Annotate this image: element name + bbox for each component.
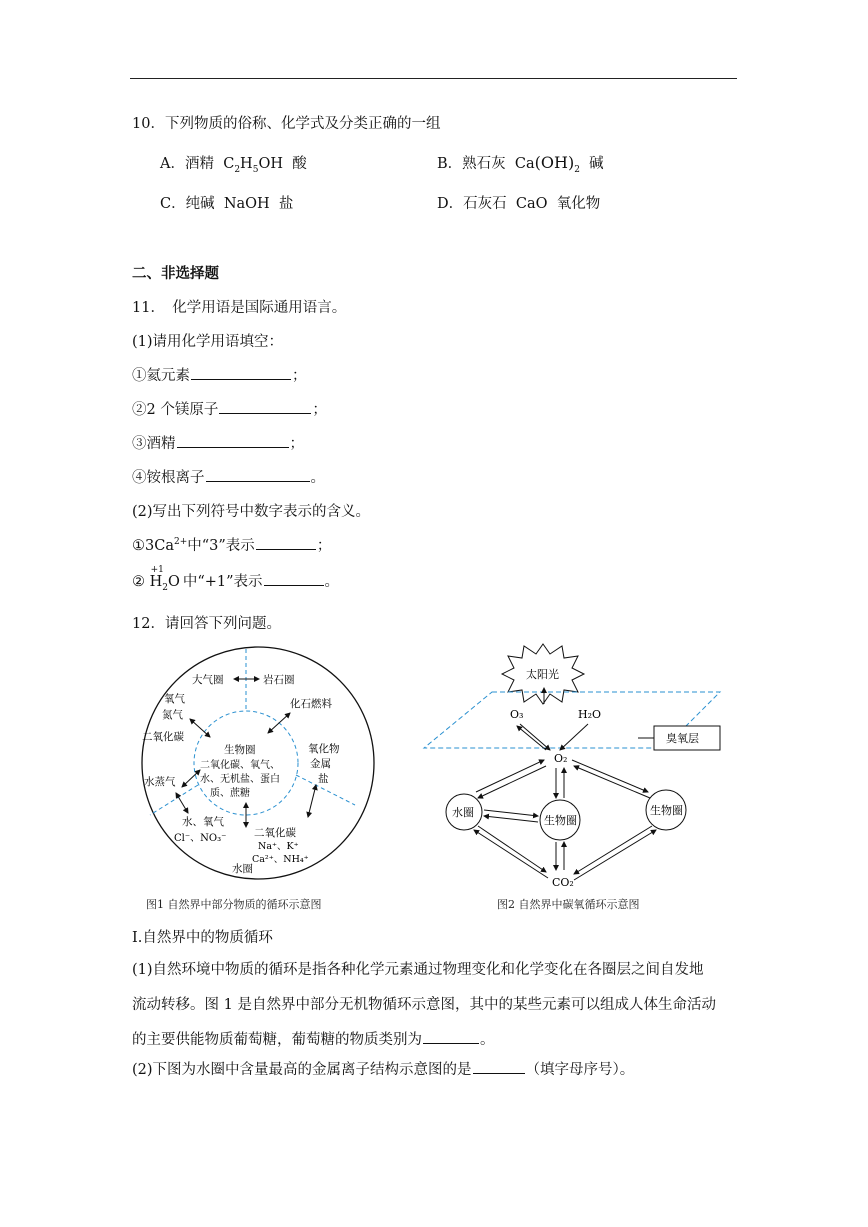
q11-part2: (2)写出下列符号中数字表示的含义。 [132, 504, 371, 520]
label-lithosphere: 岩石圈 [263, 674, 295, 686]
figure1-cycle-diagram [140, 645, 380, 885]
label-salt: 盐 [318, 773, 329, 785]
label-co2: CO₂ [552, 876, 574, 889]
label-ions-1: Cl⁻、NO₃⁻ [174, 833, 227, 844]
q10-option-b[interactable] [437, 152, 604, 175]
label-oxide: 氧化物 [308, 743, 340, 755]
arrow-bio2-o2 [574, 766, 650, 798]
option-class: 碱 [589, 156, 604, 172]
q11-item-1: ①氦元素 ； [132, 364, 307, 385]
option-name: 石灰石 [463, 196, 507, 212]
answer-blank[interactable] [177, 432, 289, 448]
arrow-o3-o2 [520, 724, 550, 750]
label-water: 水圈 [452, 806, 474, 819]
q10-option-d[interactable] [437, 192, 600, 213]
arrow-atm-bio [190, 719, 210, 737]
arrow-oxide-hydro [308, 785, 316, 817]
label-o2: O₂ [554, 752, 568, 765]
label-bio-3: 质、蔗糖 [210, 788, 250, 799]
label-co2: 二氧化碳 [142, 731, 184, 743]
arrow-water-bio [484, 810, 538, 816]
q12-p2: (2)下图为水圈中含量最高的金属离子结构示意图的是 （填字母序号）。 [132, 1051, 634, 1089]
label-bio-1: 二氧化碳、氧气、 [200, 760, 280, 771]
q12-p1-line2: 流动转移。图 1 是自然界中部分无机物循环示意图，其中的某些元素可以组成人体生命活动 [132, 997, 716, 1013]
option-key: C． [160, 196, 186, 212]
option-key: D． [437, 196, 464, 212]
q12-p1-line1: (1)自然环境中物质的循环是指各种化学元素通过物理变化和化学变化在各圈层之间自发地 [132, 962, 704, 978]
charged-formula: +1 $H_2O$ [149, 565, 180, 593]
arrow-bio2-co2 [574, 826, 652, 874]
label-co2-b: 二氧化碳 [254, 827, 296, 839]
q10-option-c[interactable] [160, 192, 293, 213]
label-vapor: 水蒸气 [144, 776, 176, 788]
option-class: 盐 [278, 196, 294, 212]
option-name: 纯碱 [185, 196, 215, 212]
answer-blank[interactable] [423, 1028, 479, 1044]
q11-item-4: ④铵根离子 。 [132, 466, 325, 487]
label-ozone: 臭氧层 [666, 732, 699, 745]
option-formula: $C_2H_5OH$ [223, 156, 283, 175]
label-metal: 金属 [310, 758, 331, 770]
header-rule [130, 78, 737, 79]
q11-item-j2: ② +1 $H_2O$ 中“+1”表示 。 [132, 565, 340, 593]
q10-option-a[interactable] [160, 152, 307, 175]
option-formula: NaOH [223, 196, 270, 212]
option-key: B． [437, 156, 463, 172]
arrow-bio-water [484, 816, 538, 822]
q11-item-j1: $①3Ca^{2+}$中“3”表示 ； [132, 534, 331, 555]
arrow-o2-bio2 [572, 760, 648, 792]
option-name: 酒精 [184, 156, 214, 172]
arrow-h2o-o2 [560, 724, 588, 750]
label-bio-center: 生物圈 [544, 814, 577, 827]
option-class: 氧化物 [556, 196, 601, 212]
answer-blank[interactable] [191, 364, 291, 380]
label-h2o: H₂O [578, 708, 602, 721]
answer-blank[interactable] [256, 534, 316, 550]
label-ions-3: Ca²⁺、NH₄⁺ [252, 854, 309, 865]
label-fossil: 化石燃料 [290, 698, 332, 710]
q11-stem: 11． 化学用语是国际通用语言。 [132, 300, 347, 316]
answer-blank[interactable] [473, 1058, 525, 1074]
option-name: 熟石灰 [462, 156, 506, 172]
arrow-bio-water [176, 793, 188, 813]
figure2-caption: 图2 自然界中碳氧循环示意图 [497, 898, 640, 911]
arrow-co2-water [474, 830, 548, 878]
label-hydrosphere: 水圈 [232, 863, 253, 875]
q11-item-2: ②2 个镁原子 ； [132, 398, 327, 419]
arrow-o2-o3 [517, 726, 546, 750]
q10-stem: 10．下列物质的俗称、化学式及分类正确的一组 [132, 116, 441, 132]
label-sun: 太阳光 [526, 668, 559, 681]
q12-stem: 12．请回答下列问题。 [132, 616, 281, 632]
answer-blank[interactable] [219, 398, 311, 414]
figure2-carbon-oxygen-cycle [420, 640, 740, 890]
label-bio-right: 生物圈 [650, 804, 683, 817]
option-class: 酸 [292, 156, 307, 172]
label-water-o2: 水、氧气 [182, 816, 224, 828]
divider-left [150, 785, 198, 815]
part1-title: I.自然界中的物质循环 [132, 930, 273, 946]
option-formula: $Ca(OH)_2$ [514, 153, 580, 175]
label-bio-2: 水、无机盐、蛋白 [200, 774, 280, 785]
label-ions-2: Na⁺、K⁺ [258, 841, 299, 852]
option-key: A． [160, 156, 185, 172]
option-formula: CaO [515, 196, 548, 212]
arrow-co2-bio2 [574, 830, 656, 880]
label-nitrogen: 氮气 [162, 709, 183, 721]
q11-part1: (1)请用化学用语填空： [132, 334, 284, 350]
section-title: 二、非选择题 [132, 266, 219, 282]
figure1-caption: 图1 自然界中部分物质的循环示意图 [146, 898, 322, 911]
q11-item-3: ③酒精 ； [132, 432, 304, 453]
label-atmosphere: 大气圈 [192, 674, 224, 686]
q12-p1-line3: 的主要供能物质葡萄糖，葡萄糖的物质类别为 。 [132, 1021, 495, 1059]
answer-blank[interactable] [206, 466, 310, 482]
label-o3: O₃ [510, 708, 524, 721]
arrow-o2-water [478, 766, 546, 798]
answer-blank[interactable] [264, 570, 324, 586]
label-bio-title: 生物圈 [224, 744, 256, 756]
arrow-water-co2 [478, 826, 546, 872]
label-oxygen: 氧气 [164, 693, 185, 705]
arrow-vapor-bio [182, 770, 200, 787]
arrow-water-o2 [476, 760, 544, 792]
